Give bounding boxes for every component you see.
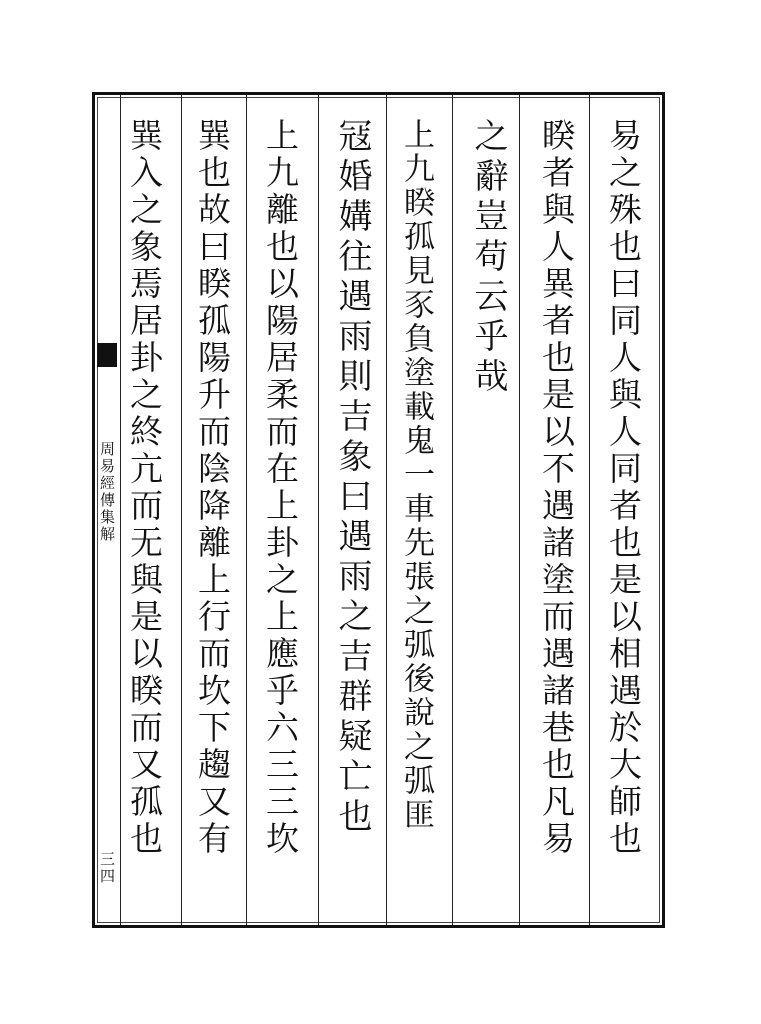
margin-fishtail-mark: [97, 343, 117, 367]
text-column-1: 易之殊也曰同人與人同者也是以相遇於大師也: [604, 118, 643, 858]
column-rule: [181, 95, 182, 925]
text-column-7: 巽也故曰睽孤陽升而陰降離上行而坎下趨又有: [193, 118, 232, 858]
text-column-3: 之辭豈苟云乎哉: [468, 118, 508, 398]
column-rule: [589, 95, 590, 925]
text-column-4: 上九睽孤見豕負塗載鬼一車先張之弧後說之弧匪: [398, 118, 434, 832]
column-rule: [318, 95, 319, 925]
page-margin: [95, 95, 119, 925]
column-rule: [386, 95, 387, 925]
column-rule: [519, 95, 520, 925]
column-rule: [452, 95, 453, 925]
page-number: 三四: [98, 851, 116, 885]
page-frame: [92, 92, 665, 928]
text-column-8: 巽入之象焉居卦之終亢而无與是以睽而又孤也: [125, 118, 164, 858]
text-column-6: 上九離也以陽居柔而在上卦之上應乎六三三坎: [261, 118, 300, 858]
text-column-2: 睽者與人異者也是以不遇諸塗而遇諸巷也凡易: [537, 118, 576, 858]
text-column-5: 冦婚媾往遇雨則吉象曰遇雨之吉群疑亡也: [332, 118, 372, 838]
column-rule: [246, 95, 247, 925]
volume-title: 周易經傳集解: [98, 441, 116, 543]
column-rule: [120, 95, 121, 925]
